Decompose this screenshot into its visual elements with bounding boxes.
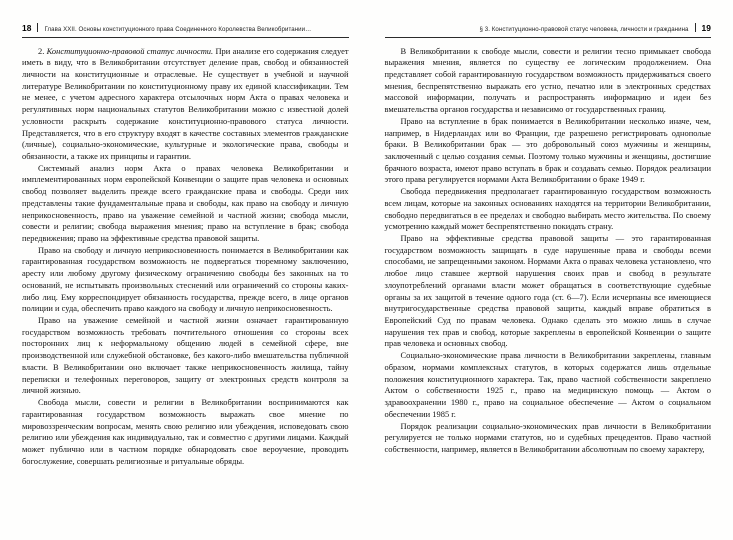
run-in-heading: Конституционно-правовой статус личности. [46, 45, 214, 56]
right-page-folio: 19 [701, 23, 711, 33]
paragraph: Свобода передвижения предполагает гарантированную государством возможность всем лицам, которые на законных основаниях находятся на территории Великобритании, свободно передвигаться в ее пределах и свободно выбирать место жительства. По своему усмотрению каждый может беспрепятственно покидать страну. [384, 186, 711, 232]
left-page-folio: 18 [22, 23, 32, 33]
paragraph [22, 46, 349, 163]
left-text-column [22, 46, 349, 468]
paragraph: Право на эффективные средства правовой защиты — это гарантированная государством возможность защищать в суде нарушенные права и свободы всеми способами, не запрещенными законом. Нормами Акта о правах человека установлено, что любое лицо ставшее жертвой нарушения своих прав и свобод в результате злоупотреблений органами власти может обращаться в соответствующие судебные органы за их защитой в течение одного года (ст. 6—7). Если исчерпаны все имеющиеся внутригосударственные средства правовой защиты, каждый вправе обратиться в Европейский Суд по правам человека. Однако сделать это можно лишь в случае нарушения тех прав и свобод, которые закреплены в европейской Конвенции о защите прав человека и основных свобод. [384, 233, 711, 349]
paragraph: Системный анализ норм Акта о правах человека Великобритании и имплементированных норм европейской Конвенции о защите прав человека и основных свобод позволяет выделить прежде всего гражданские права и свободы. Среди них представлены такие фундаментальные права и свободы, как право на свободу и личную неприкосновенность, право на уважение семейной и частной жизни; свобода мысли, совести и религии; свобода выражения мнения; право на вступление в брак; свобода передвижения; право на эффективные средства правовой защиты. [22, 162, 349, 243]
paragraph: Право на свободу и личную неприкосновенность понимается в Великобритании как гарантированная государством возможность не подвергаться тюремному заключению, аресту или любому другому физическому ограничению свободы без законных на то оснований, не испытывать произвольных стеснений или ограничений со стороны каких-либо лиц. Ему корреспондирует обязанность государства, прежде всего, в лице органов полиции и суда, обеспечить право каждого на свободу и личную неприкосновенность. [22, 244, 349, 314]
left-header-rule [22, 37, 349, 38]
paragraph-text: При анализе его содержания следует иметь в виду, что в Великобритании отсутствует деление прав, свобод и обязанностей личности на конституционные и отраслевые. Не существует в учебной и научной литературе Великобритании по конституционному праву их единой классификации. Тем не менее, с учетом адресного характера отсылочных норм Акта о правах человека и регулятивных норм национальных статутов Великобритании можно с известной долей условности раскрыть содержание конституционно-правового статуса личности. Представляется, что в его структуру входят в качестве составных элементов гражданские (личные), социально-экономические, культурные и экологические права, свободы и обязанности, а также их принципы и гарантии. [22, 45, 349, 161]
paragraph: Право на уважение семейной и частной жизни означает гарантированную государством возможность требовать почтительного отношения со стороны всех посторонних лиц к неформальному общению людей в семейной сфере, вне производственной или служебной обстановке, без какого-либо вмешательства публичной власти. В Великобритании оно включает также неприкосновенность жилища, тайну переписки и телефонных переговоров, защиту от электронных средств контроля за личной жизнью. [22, 315, 349, 396]
paragraph: В Великобритании к свободе мысли, совести и религии тесно примыкает свобода выражения мнения, является по существу ее логическим продолжением. Она представляет собой гарантированную государством возможность придерживаться своего мнения, беспрепятственно выражать его устно, печатно или в электронных средствах массовой информации, получать и распространять информацию и идеи без вмешательства органов государства и независимо от государственных границ. [384, 45, 711, 115]
right-running-head [385, 22, 712, 33]
folio-separator-rule [37, 23, 38, 32]
right-header-rule [385, 37, 712, 38]
left-running-head [22, 22, 349, 33]
folio-separator-rule [695, 23, 696, 32]
paragraph: Свобода мысли, совести и религии в Великобритании воспринимаются как гарантированная государством возможность выражать свое мнение по мировоззренческим вопросам, менять свою религию или убеждения, исповедовать свою религию или убеждения как индивидуально, так и совместно с другими лицами. Каждый может публично или в частном порядке обнародовать свое вероучение, проводить богослужение, совершать религиозные и ритуальные обряды. [22, 397, 349, 466]
paragraph: Социально-экономические права личности в Великобритании закреплены, главным образом, нормами комплексных статутов, в которых содержатся лишь отдельные положения конституционного характера. Так, право частной собственности закреплено Актом о собственности 1925 г., право на медицинскую помощь — Актом о здравоохранении 1980 г., право на социальное обеспечение — Актом о социальном обеспечении 1985 г. [384, 350, 711, 419]
section-number: 2. [38, 45, 45, 56]
right-text-column [385, 46, 712, 456]
right-page [367, 0, 733, 540]
left-chapter-title: Глава XXII. Основы конституционного права Соединенного Королевства Великобритании… [44, 26, 312, 33]
right-section-title: § 3. Конституционно-правовой статус человека, личности и гражданина [479, 26, 689, 33]
paragraph: Право на вступление в брак понимается в Великобритании несколько иначе, чем, например, в Нидерландах или во Франции, где разрешено регистрировать однополые браки. В Великобритании брак — это добровольный союз мужчины и женщины, заключенный с целью создания семьи. Поэтому только мужчины и женщины, достигшие брачного возраста, имеют право вступать в брак и создавать семью. Порядок реализации этого права регулируется нормами Акта Великобритании о браке 1949 г. [384, 115, 711, 185]
paragraph: Порядок реализации социально-экономических прав личности в Великобритании регулируется не только нормами статутов, но и судебных прецедентов. Право частной собственности, например, является в Великобритании абсолютным по своему характеру, [384, 420, 711, 454]
